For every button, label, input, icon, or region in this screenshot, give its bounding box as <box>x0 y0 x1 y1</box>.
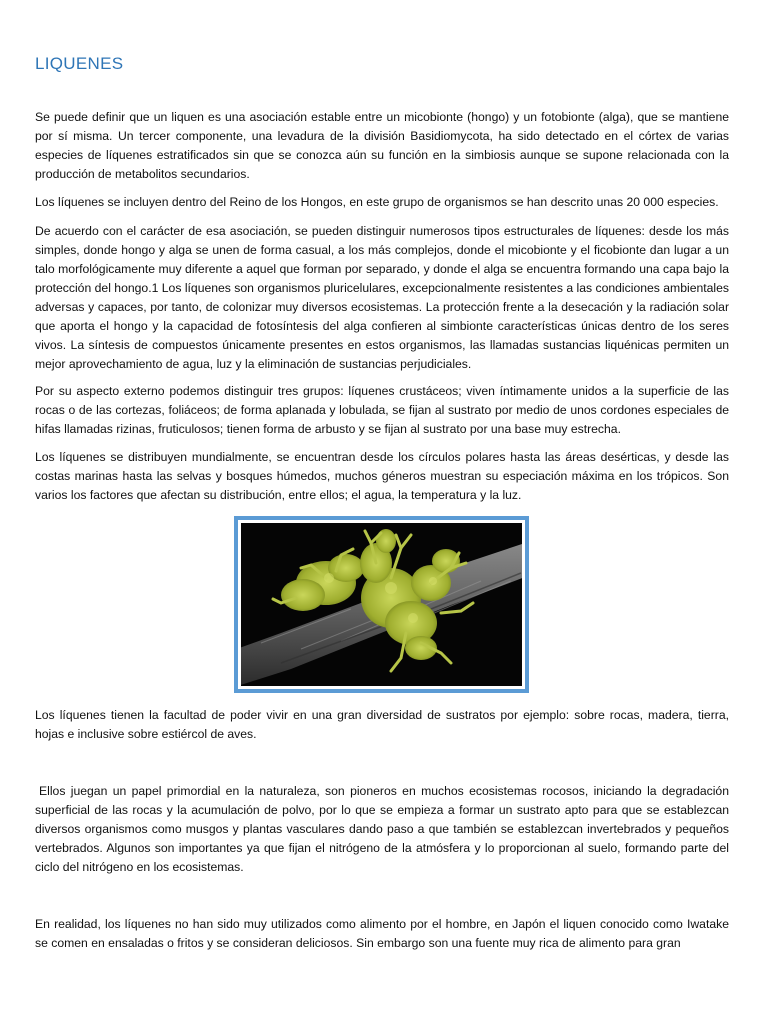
paragraph-distribution: Los líquenes se distribuyen mundialmente, se encuentran desde los círculos polares hasta las áreas desérticas, y desde las costas marinas hasta las selvas y bosques húmedos, muchos géneros muestran su especiación máxima en los trópicos. Son varios los factores que afectan su distribución, entre ellos; el agua, la temperatura y la luz. <box>35 450 729 502</box>
paragraph-structure: De acuerdo con el carácter de esa asociación, se pueden distinguir numerosos tipos estructurales de líquenes: desde los más simples, donde hongo y alga se unen de forma casual, a los más complejos, donde el micobionte y el ficobionte dan lugar a un talo morfológicamente muy diferente a aquel que forman por separado, y donde el alga se encuentra formando una capa bajo la protección del hongo.1 Los líquenes son organismos pluricelulares, excepcionalmente resistentes a las condiciones ambientales adversas y capaces, por tanto, de colonizar muy diversos ecosistemas. La protección frente a la desecación y la radiación solar que aporta el hongo y la capacidad de fotosíntesis del alga confieren al simbionte características únicas dentro de los seres vivos. La síntesis de compuestos únicamente presentes en estos organismos, las llamadas sustancias liquénicas permiten un mejor aprovechamiento de agua, luz y la eliminación de sustancias perjudiciales. <box>35 224 729 371</box>
lichen-illustration <box>241 523 522 686</box>
paragraph-ecology: Ellos juegan un papel primordial en la naturaleza, son pioneros en muchos ecosistemas rocosos, iniciando la degradación superficial de las rocas y la acumulación de polvo, por lo que se empieza a formar un sustrato apto para que se establezcan diversos organismos como musgos y plantas vasculares dando paso a que también se establezcan invertebrados y pequeños vertebrados. Algunos son importantes ya que fijan el nitrógeno de la atmósfera y lo proporcionan al suelo, formando parte del ciclo del nitrógeno en los ecosistemas. <box>35 784 729 874</box>
lichen-photo-frame <box>234 516 529 693</box>
paragraph-definition: Se puede definir que un liquen es una asociación estable entre un micobionte (hongo) y un fotobionte (alga), que se mantiene por sí misma. Un tercer componente, una levadura de la división Basidiomycota, ha sido detectado en el córtex de varias especies de líquenes estratificados sin que se conozca aún su función en la simbiosis aunque se supone relacionada con la producción de metabolitos secundarios. <box>35 110 729 181</box>
document-title: LIQUENES <box>35 54 124 73</box>
paragraph-substrates: Los líquenes tienen la facultad de poder vivir en una gran diversidad de sustratos por ejemplo: sobre rocas, madera, tierra, hojas e inclusive sobre estiércol de aves. <box>35 708 729 741</box>
lichen-photo-image <box>241 523 522 686</box>
paragraph-food: En realidad, los líquenes no han sido muy utilizados como alimento por el hombre, en Japón el liquen conocido como Iwatake se comen en ensaladas o fritos y se consideran deliciosos. Sin embargo son una fuente muy rica de alimento para gran <box>35 917 729 950</box>
paragraph-groups: Por su aspecto externo podemos distinguir tres grupos: líquenes crustáceos; viven íntimamente unidos a la superficie de las rocas o de las cortezas, foliáceos; de forma aplanada y lobulada, se fijan al sustrato por medio de unos cordones especiales de hifas llamadas rizinas, fruticulosos; tienen forma de arbusto y se fijan al sustrato por una base muy estrecha. <box>35 384 729 436</box>
paragraph-kingdom: Los líquenes se incluyen dentro del Reino de los Hongos, en este grupo de organismos se han descrito unas 20 000 especies. <box>35 195 719 209</box>
